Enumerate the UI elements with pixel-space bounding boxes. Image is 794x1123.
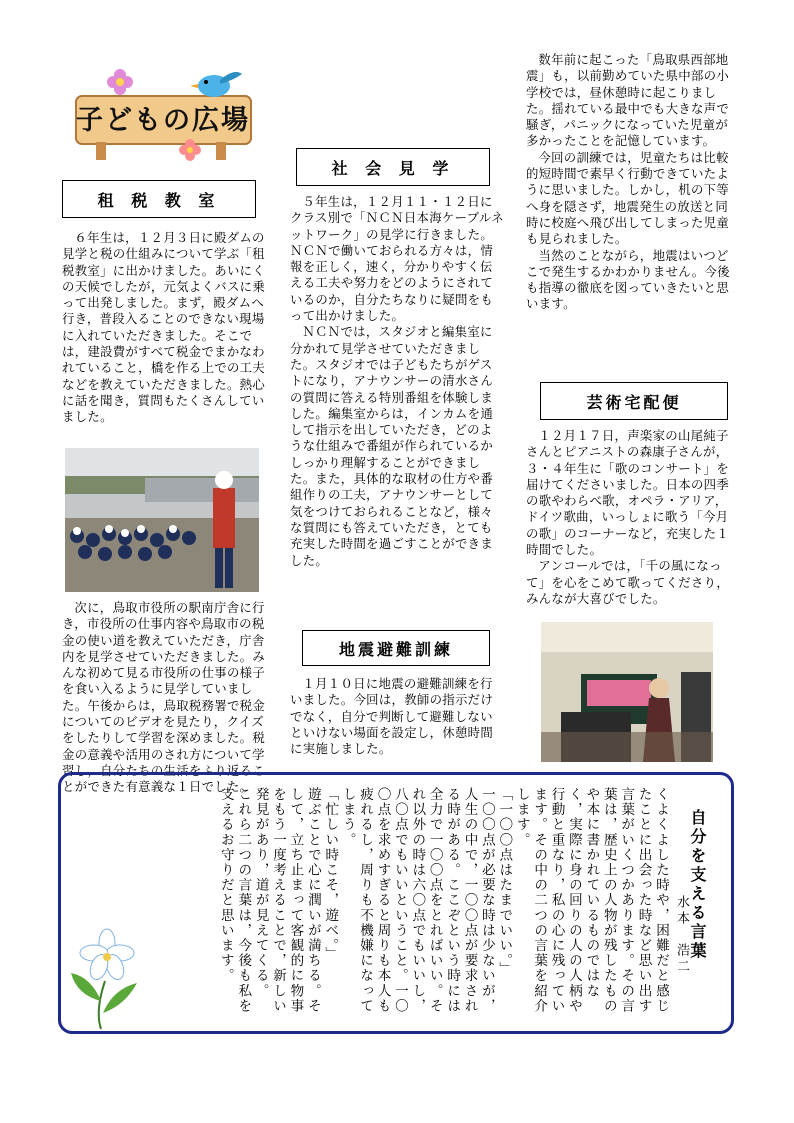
sozei-text-top: [62, 230, 268, 426]
jishin-paragraph-2: 数年前に起こった「鳥取県西部地震」も，以前勤めていた県中部の小学校では，昼休憩時に起こりました。揺れている最中でも大きな声で騒ぎ，パニックになっていた児童が多かったことを記憶しています。: [526, 52, 730, 149]
lily-icon: [67, 921, 143, 1031]
jishin-paragraph-3: 今回の訓練では，児童たちは比較的短時間で素早く行動できていたように思いました。しかし，机の下等へ身を隠さず，地震発生の放送と同時に校庭へ飛び出してしまった児童も見られました。: [526, 149, 730, 247]
geijutsu-paragraph-1: １２月１７日，声楽家の山尾純子さんとピアニストの森康子さんが，３・４年生に「歌のコンサート」を届けてくださいました。日本の四季の歌やわらべ歌，オペラ・アリア，ドイツ歌曲，いっしょに歌う「今月の歌」のコーナーなど，充実した１時間でした。: [526, 428, 730, 558]
shakai-heading: 社 会 見 学: [296, 148, 490, 186]
sozei-heading: 租 税 教 室: [62, 180, 256, 218]
tax-class-photo: [65, 448, 259, 592]
sozei-text-bottom: [62, 600, 268, 796]
geijutsu-heading: 芸術宅配便: [540, 382, 728, 420]
concert-photo: [541, 622, 713, 762]
geijutsu-text: [526, 428, 740, 607]
jibun-title: 自分を支える言葉: [688, 809, 707, 961]
jishin-text-left: [290, 676, 504, 757]
jibun-box: [58, 772, 734, 1034]
jibun-body: くよくよした時や，困難だと感じたことに出会った時など思い出す言葉がいくつかあります。その言葉は，歴史上の人物が残したものや本に書かれているものではなく，実際に身の回りの人の人柄や行動と重なり，私の心に残っています。その中の二つの言葉を紹介します。 「一〇〇点はたまでいい。」 一〇〇点が必要な時は少ないが，人生の中で，一〇〇点が要求される時がある。ここぞという時には全力で一〇〇点をとればいい。それ以外の時は六〇点でもいいし，八〇点でもいいということ。一〇〇点を求めすぎると周りも本人も疲れるし，周りも不機嫌になってしまう。 「忙しい時こそ，遊べ。」 遊ぶことで心に潤いが満ちる。そして，立ち止まって客観的に物事をもう一度考えることで，新しい発見があり，道が見えてくる。 これら二つの言葉は，今後も私を支えるお守りだと思います。: [217, 787, 669, 1014]
bird-icon: [190, 72, 242, 97]
jishin-paragraph-1: １月１０日に地震の避難訓練を行いました。今回は，教師の指示だけでなく，自分で判断して避難しないといけない場面を設定し，休憩時間に実施しました。: [290, 676, 494, 757]
jibun-author: 水本 浩二: [674, 895, 689, 975]
jishin-paragraph-4: 当然のことながら，地震はいつどこで発生するかわかりません。今後も指導の徹底を図っていきたいと思います。: [526, 247, 730, 312]
jishin-text-right: [526, 52, 740, 313]
sozei-paragraph-1: ６年生は，１２月３日に殿ダムの見学と税の仕組みについて学ぶ「租税教室」に出かけました。あいにくの天候でしたが，元気よくバスに乗って出発しました。まず，殿ダムへ行き，普段入ることのできない現場に入れていただきました。そこでは，建設費がすべて税金でまかなわれていること，橋を作る上での工夫などを教えていただきました。熱心に話を聞き，質問もたくさんしていました。: [62, 230, 266, 425]
shakai-paragraph-1: ５年生は，１２月１１・１２日にクラス別で「ＮＣＮ日本海ケーブルネットワーク」の見学に行きました。ＮＣＮで働いておられる方々は，情報を正しく，速く，分かりやすく伝える工夫や努力をどのようにされているのか，自分たちなりに疑問をもって出かけました。: [290, 194, 504, 324]
geijutsu-paragraph-2: アンコールでは，「千の風になって」を心をこめて歌ってくださり，みんなが大喜びでした。: [526, 558, 730, 606]
banner-title: 子どもの広場: [76, 105, 250, 136]
sozei-paragraph-2: 次に，鳥取市役所の駅南庁舎に行き，市役所の仕事内容や鳥取市の税金の使い道を教えていただき，庁舎内を見学させていただきました。みんな初めて見る市役所の仕事の様子を食い入るように見学していました。午後からは，鳥取税務署で税金についてのビデオを見たり，クイズをしたりして学習を深めました。税金の意義や活用のされ方について学習し，自分たちの生活をふり返ることができた有意義な１日でした。: [62, 600, 266, 795]
shakai-text: [290, 194, 504, 569]
column-banner: [66, 66, 258, 166]
shakai-paragraph-2: ＮＣＮでは，スタジオと編集室に分かれて見学させていただきました。スタジオでは子どもたちがゲストになり，アナウンサーの清水さんの質問に答える特別番組を体験しました。編集室からは，インカムを通して指示を出していただき，どのような仕組みで番組が作られているかしっかり理解することができました。また，具体的な取材の仕方や番組作りの工夫，アナウンサーとして気をつけておられることなど，様々な質問にも答えていただき，とても充実した時間を過ごすことができました。: [290, 324, 494, 568]
jishin-heading: 地震避難訓練: [302, 630, 490, 666]
